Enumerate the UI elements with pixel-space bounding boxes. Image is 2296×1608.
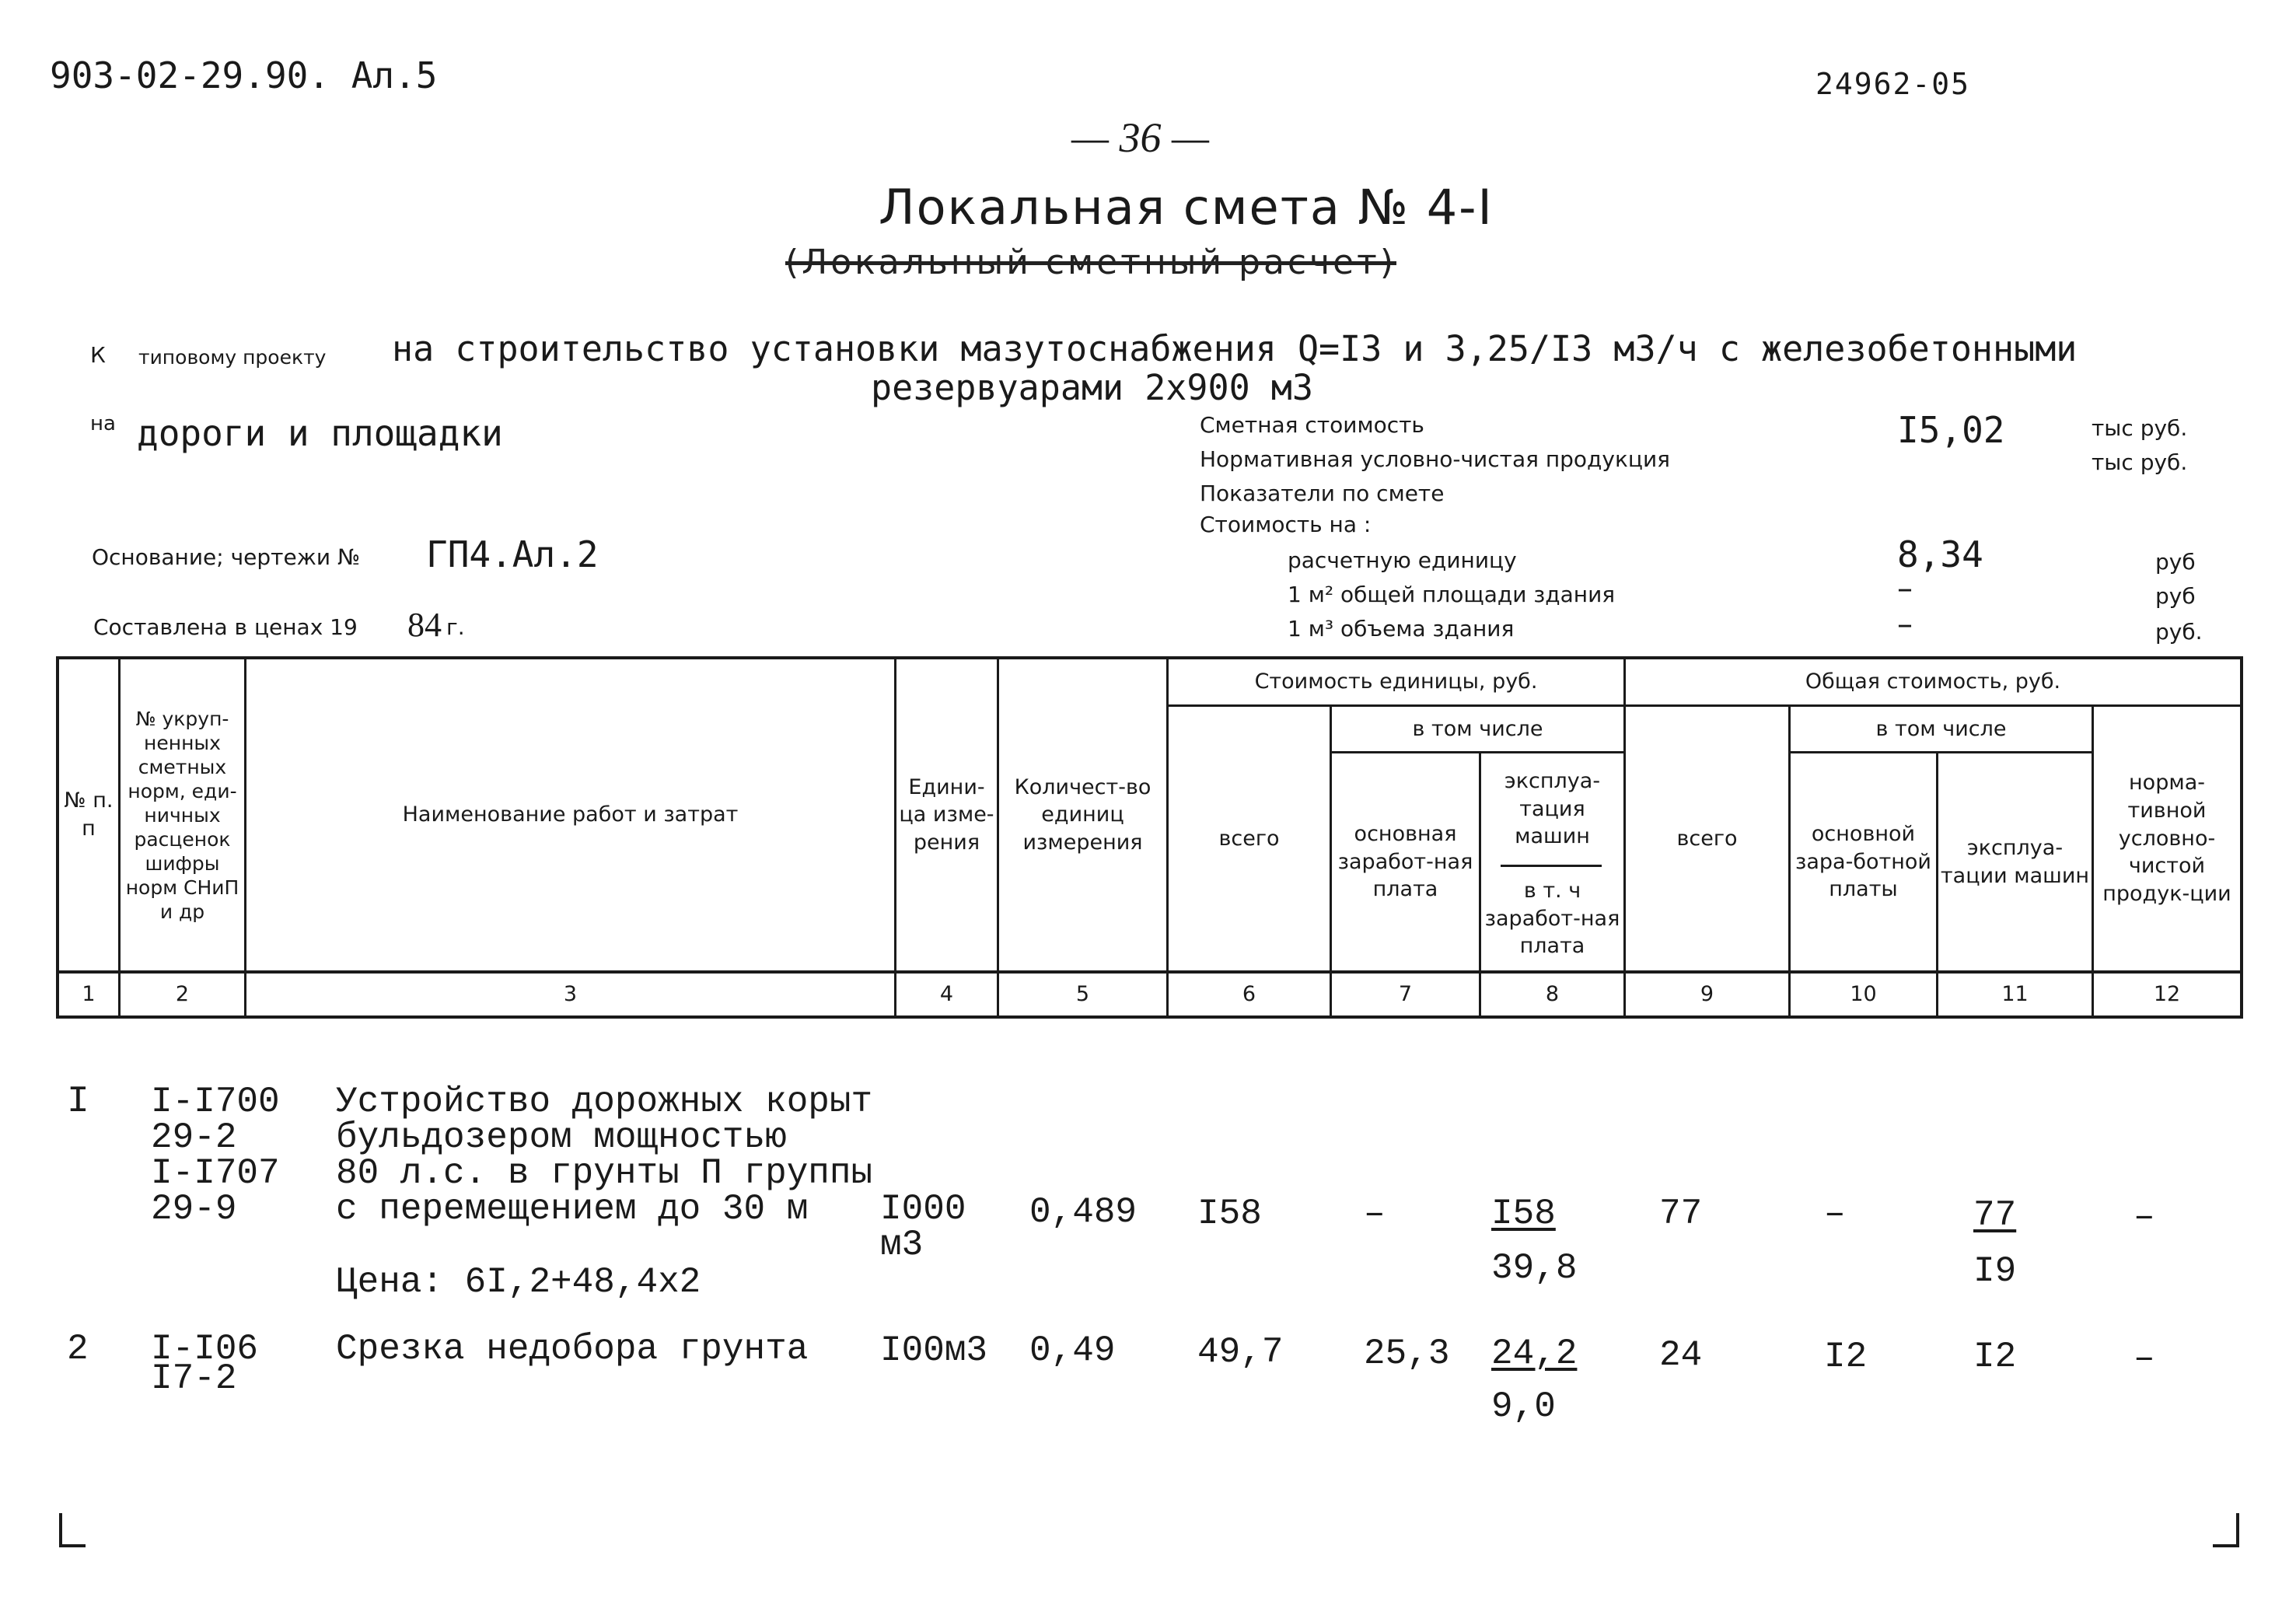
prefix-na: на — [90, 412, 116, 435]
work-name-line: бульдозером мощностью — [336, 1117, 787, 1158]
col-group-unit-cost: Стоимость единицы, руб. — [1254, 669, 1538, 694]
basis-value: ГП4.Ал.2 — [426, 533, 599, 575]
estimated-cost-label: Сметная стоимость — [1200, 412, 1424, 438]
work-name-line: Устройство дорожных корыт — [336, 1082, 873, 1122]
col-number-11: 11 — [2001, 982, 2029, 1007]
col-header-work-name: Наименование работ и затрат — [402, 802, 739, 827]
prefix-k: К — [90, 342, 106, 368]
normative-product: – — [2133, 1197, 2155, 1237]
corner-mark-bottom-left — [59, 1513, 86, 1547]
col-group-total-cost: Общая стоимость, руб. — [1805, 669, 2061, 694]
quantity: 0,489 — [1029, 1192, 1138, 1232]
corner-mark-bottom-right — [2213, 1513, 2239, 1547]
col-header-unit-machine-wage: в т. ч заработ-ная плата — [1484, 879, 1620, 959]
price-note: Цена: 6I,2+48,4х2 — [336, 1262, 701, 1302]
col-number-6: 6 — [1242, 982, 1256, 1007]
unit-of-measure: I00м3 — [880, 1330, 988, 1371]
unit-cost-total: 49,7 — [1197, 1332, 1284, 1372]
document-code: 903-02-29.90. Ал.5 — [50, 54, 438, 96]
col-subgroup-incl-unit: в том числе — [1412, 716, 1543, 741]
col-number-1: 1 — [82, 982, 96, 1007]
unit-cost-label: расчетную единицу — [1288, 547, 1517, 573]
unit-cost-machine: I58 — [1491, 1194, 1556, 1234]
area-cost-value: – — [1897, 571, 1913, 606]
col-header-unit: Едини-ца изме-рения — [899, 774, 994, 855]
volume-cost-unit: руб. — [2155, 619, 2203, 645]
quantity: 0,49 — [1029, 1330, 1116, 1371]
col-header-quantity: Количест-во единиц измерения — [1014, 774, 1151, 855]
col-number-9: 9 — [1700, 982, 1714, 1007]
document-title: Локальная смета № 4-I — [879, 179, 1494, 236]
col-number-12: 12 — [2153, 982, 2181, 1007]
estimated-cost-value: I5,02 — [1897, 409, 2005, 451]
total-cost-machine: I2 — [1973, 1337, 2017, 1377]
col-header-unit-total: всего — [1218, 826, 1280, 851]
col-subgroup-incl-total: в том числе — [1875, 716, 2007, 741]
unit-cost-wage: 25,3 — [1364, 1334, 1450, 1374]
struck-subtitle: (Локальный сметный расчет) — [785, 243, 1396, 282]
area-cost-label: 1 м² общей площади здания — [1288, 582, 1616, 607]
col-header-total-machine: эксплуа-тации машин — [1940, 835, 2090, 888]
norm-code: I7-2 — [151, 1358, 237, 1399]
normative-product-label: Нормативная условно-чистая продукция — [1200, 446, 1670, 472]
prefix-typical-project: типовому проекту — [138, 346, 327, 369]
row-number: I — [67, 1081, 89, 1123]
work-name-line: 80 л.с. в грунты П группы — [336, 1153, 873, 1194]
prices-suffix: г. — [446, 614, 465, 640]
col-header-unit-wage: основная заработ-ная плата — [1337, 822, 1473, 902]
area-cost-unit: руб — [2155, 583, 2196, 609]
norm-code: I-I06 — [151, 1329, 259, 1369]
col-header-total-wage: основной зара-ботной платы — [1795, 822, 1931, 902]
norm-code: 29-9 — [151, 1189, 237, 1229]
archive-number: 24962-05 — [1815, 67, 1971, 101]
total-cost-wage: – — [1824, 1194, 1846, 1234]
estimated-cost-unit: тыс руб. — [2092, 415, 2188, 441]
col-number-10: 10 — [1850, 982, 1877, 1007]
unit-cost-value: 8,34 — [1897, 533, 1983, 575]
col-number-8: 8 — [1545, 982, 1560, 1007]
project-name-line1: на строительство установки мазутоснабжения Q=I3 и 3,25/I3 м3/ч с железобетонными — [392, 328, 2078, 369]
col-number-4: 4 — [939, 982, 954, 1007]
work-name-line: с перемещением до 30 м — [336, 1189, 809, 1229]
unit-cost-machine-wage: 39,8 — [1491, 1248, 1578, 1288]
col-number-3: 3 — [563, 982, 578, 1007]
unit-cost-unit: руб — [2155, 549, 2196, 575]
unit-of-measure: м3 — [880, 1225, 924, 1265]
col-number-5: 5 — [1075, 982, 1090, 1007]
prices-label: Составлена в ценах 19 — [93, 614, 358, 640]
unit-cost-machine: 24,2 — [1491, 1334, 1578, 1374]
total-cost: 77 — [1659, 1194, 1703, 1234]
object-name: дороги и площадки — [137, 412, 503, 454]
col-header-norm-code: № укруп-ненных сметных норм, еди-ничных расценок шифры норм СНиП и др — [125, 707, 239, 923]
col-header-unit-machine: эксплуа-тация машин — [1504, 769, 1601, 849]
project-name-line2: резервуарами 2х900 м3 — [871, 367, 1313, 408]
unit-cost-total: I58 — [1197, 1194, 1262, 1234]
volume-cost-label: 1 м³ объема здания — [1288, 616, 1515, 641]
norm-code: I-I707 — [151, 1153, 280, 1194]
total-cost: 24 — [1659, 1335, 1703, 1376]
col-number-7: 7 — [1398, 982, 1413, 1007]
col-header-total: всего — [1676, 826, 1738, 851]
norm-code: I-I700 — [151, 1082, 280, 1122]
indicators-label: Показатели по смете — [1200, 481, 1445, 506]
unit-cost-wage: – — [1364, 1194, 1386, 1234]
row-number: 2 — [67, 1329, 89, 1369]
volume-cost-value: – — [1897, 606, 1913, 642]
norm-code: 29-2 — [151, 1117, 237, 1158]
normative-product: – — [2133, 1338, 2155, 1379]
unit-cost-machine-wage: 9,0 — [1491, 1386, 1556, 1427]
page-number: — 36 — — [1071, 114, 1210, 161]
unit-of-measure: I000 — [880, 1189, 966, 1229]
col-header-number: № п. п — [64, 788, 114, 841]
total-cost-machine: 77 — [1973, 1195, 2017, 1236]
col-number-2: 2 — [175, 982, 190, 1007]
normative-product-unit: тыс руб. — [2092, 449, 2188, 475]
work-name-line: Срезка недобора грунта — [336, 1329, 809, 1369]
prices-year: 84 — [407, 606, 442, 644]
col-header-normative: норма-тивной условно-чистой продук-ции — [2102, 771, 2231, 906]
cost-per-label: Стоимость на : — [1200, 512, 1372, 537]
total-cost-wage: I2 — [1824, 1337, 1868, 1377]
total-cost-machine-wage: I9 — [1973, 1251, 2017, 1292]
basis-label: Основание; чертежи № — [92, 544, 361, 570]
